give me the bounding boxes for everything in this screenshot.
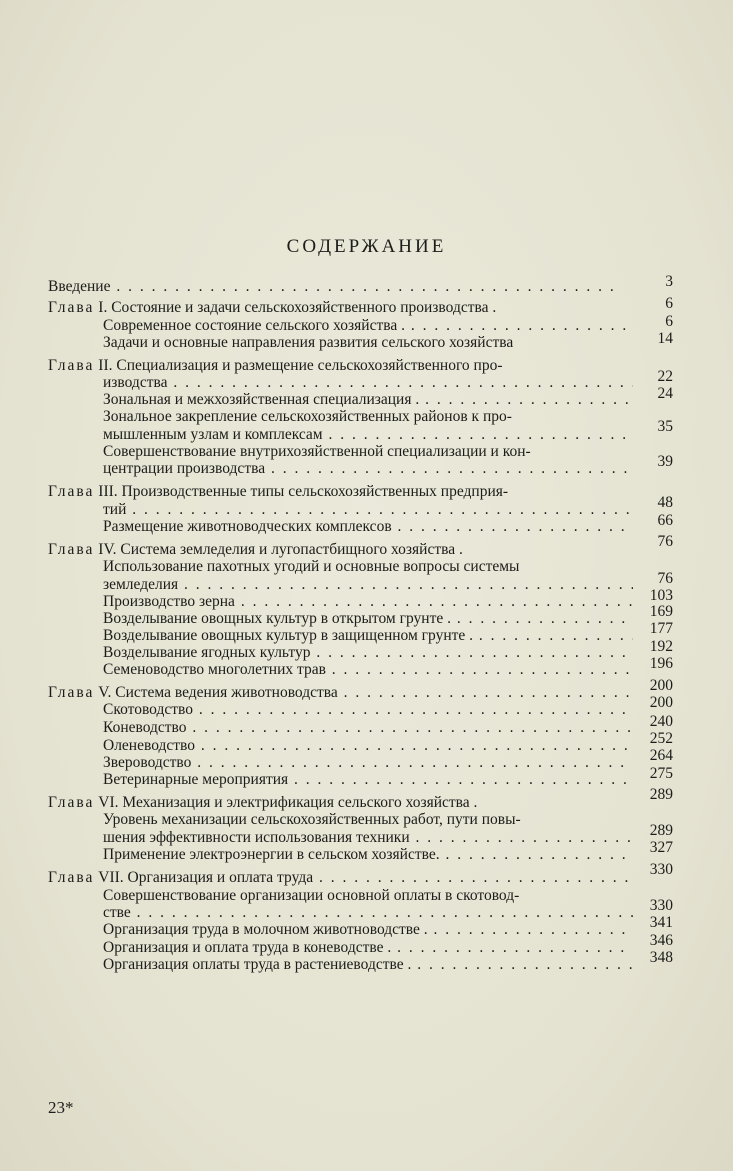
toc-chapter-entry: Глава I. Состояние и задачи сельскохозяйственного производства .	[48, 299, 497, 316]
toc-page-number: 48	[657, 494, 673, 511]
toc-entry: Введение . . .	[48, 278, 616, 296]
toc-chapter-entry: Глава VI. Механизация и электрификация сельского хозяйства .	[48, 794, 478, 811]
toc-page-number: 6	[665, 295, 673, 312]
toc-page-number: 196	[649, 655, 673, 672]
toc-entry: Возделывание овощных культур в открытом грунте . . . .	[103, 610, 633, 628]
toc-entry: Скотоводство . . .	[103, 701, 633, 719]
toc-page-number: 76	[657, 533, 673, 550]
toc-page-number: 264	[649, 747, 673, 764]
toc-entry: Использование пахотных угодий и основные вопросы системы	[103, 558, 520, 575]
toc-page-number: 346	[649, 932, 673, 949]
toc-page-number: 35	[657, 418, 673, 435]
toc-page-number: 330	[649, 861, 673, 878]
toc-page-number: 76	[657, 570, 673, 587]
toc-entry: Организация оплаты труда в растениеводстве . . . .	[103, 956, 633, 974]
toc-page-number: 66	[657, 512, 673, 529]
toc-entry: Совершенствование организации основной оплаты в скотовод-	[103, 887, 520, 904]
toc-page-number: 177	[649, 620, 673, 637]
toc-entry: Производство зерна . . .	[103, 593, 633, 611]
toc-entry: Организация и оплата труда в коневодстве . . . .	[103, 939, 633, 957]
toc-page-number: 252	[649, 730, 673, 747]
toc-page-number: 200	[649, 677, 673, 694]
toc-page-number: 327	[649, 839, 673, 856]
toc-entry: Зональная и межхозяйственная специализация . . . .	[103, 391, 633, 409]
toc-entry: Зональное закрепление сельскохозяйственных районов к про-	[103, 408, 512, 425]
toc-entry: Оленеводство . . .	[103, 737, 633, 755]
toc-page-number: 289	[649, 822, 673, 839]
toc-page-number: 6	[665, 313, 673, 330]
toc-entry: тий . . .	[103, 501, 633, 519]
toc-page-number: 22	[657, 368, 673, 385]
toc-entry: Размещение животноводческих комплексов . . .	[103, 518, 633, 536]
toc-entry: Возделывание ягодных культур . . .	[103, 644, 633, 662]
toc-chapter-entry: Глава II. Специализация и размещение сельскохозяйственного про-	[48, 357, 503, 374]
toc-page-number: 192	[649, 638, 673, 655]
toc-entry: мышленным узлам и комплексам . . .	[103, 426, 633, 444]
toc-page-number: 169	[649, 603, 673, 620]
toc-entry: изводства . . .	[103, 374, 633, 392]
toc-page-number: 348	[649, 949, 673, 966]
toc-page-number: 289	[649, 786, 673, 803]
toc-entry: Организация труда в молочном животноводстве . . . .	[103, 921, 633, 939]
toc-entry: центрации производства . . .	[103, 460, 633, 478]
toc-entry: стве . . .	[103, 904, 633, 922]
toc-entry: Применение электроэнергии в сельском хозяйстве. . . .	[103, 846, 633, 864]
toc-entry: земледелия . . .	[103, 576, 633, 594]
toc-chapter-entry: Глава III. Производственные типы сельскохозяйственных предприя-	[48, 483, 509, 500]
toc-entry: Современное состояние сельского хозяйства . . . .	[103, 317, 633, 335]
toc-entry: Возделывание овощных культур в защищенном грунте . . . .	[103, 627, 633, 645]
toc-page-number: 39	[657, 453, 673, 470]
toc-page-number: 103	[649, 587, 673, 604]
toc-page-number: 24	[657, 385, 673, 402]
toc-chapter-entry: Глава IV. Система земледелия и лугопастбищного хозяйства .	[48, 541, 463, 558]
toc-entry: Коневодство . . .	[103, 719, 633, 737]
toc-chapter-entry: Глава V. Система ведения животноводства . . .	[48, 684, 633, 702]
toc-page-number: 341	[649, 914, 673, 931]
toc-chapter-entry: Глава VII. Организация и оплата труда . . .	[48, 869, 633, 887]
toc-entry: Совершенствование внутрихозяйственной специализации и кон-	[103, 443, 531, 460]
toc-page-number: 3	[665, 273, 673, 290]
toc-entry: Уровень механизации сельскохозяйственных работ, пути повы-	[103, 811, 521, 828]
toc-entry: Ветеринарные мероприятия . . .	[103, 771, 633, 789]
toc-page-number: 14	[657, 330, 673, 347]
toc-page-number: 275	[649, 765, 673, 782]
signature-mark: 23*	[48, 1098, 74, 1117]
toc-page-number: 240	[649, 713, 673, 730]
toc-page-number: 330	[649, 897, 673, 914]
toc-entry: Задачи и основные направления развития сельского хозяйства	[103, 334, 514, 351]
toc-entry: Семеноводство многолетних трав . . .	[103, 661, 633, 679]
page-title: СОДЕРЖАНИЕ	[286, 236, 447, 257]
toc-entry: шения эффективности использования техники . . .	[103, 829, 633, 847]
toc-page-number: 200	[649, 694, 673, 711]
toc-entry: Звероводство . . .	[103, 754, 633, 772]
